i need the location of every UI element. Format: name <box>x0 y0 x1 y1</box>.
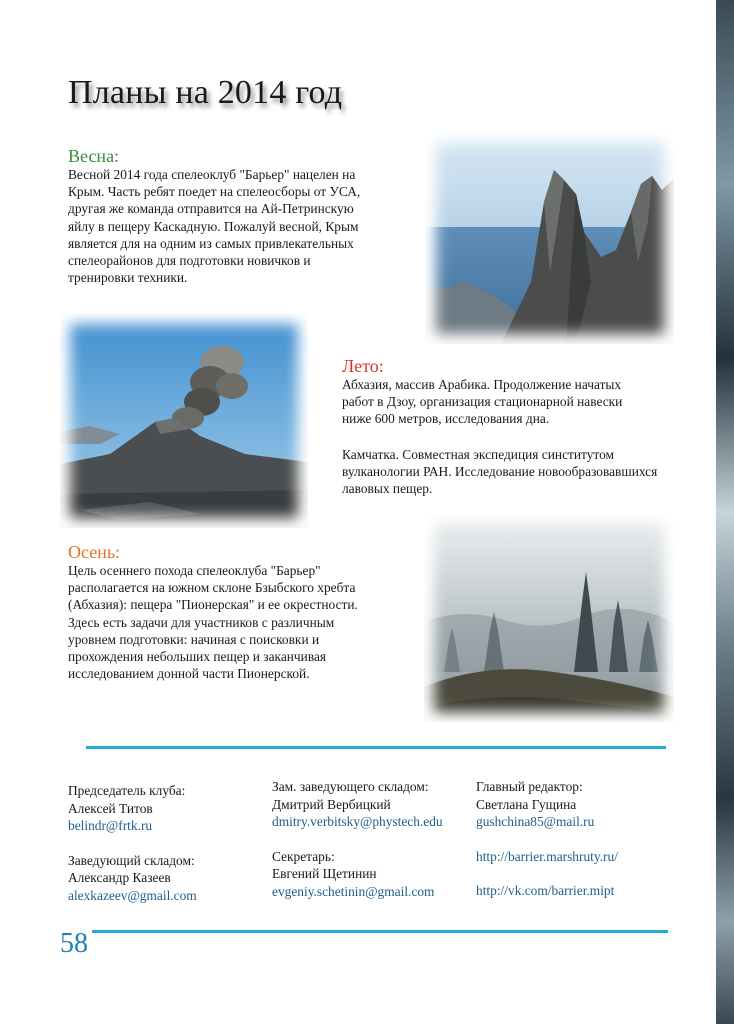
contact-email-link[interactable]: belindr@frtk.ru <box>68 818 153 833</box>
autumn-line: прохождения небольших пещер и заканчивая <box>68 649 327 665</box>
contact-email-link[interactable]: evgeniy.schetinin@gmail.com <box>272 883 435 899</box>
vk-link[interactable]: http://vk.com/barrier.mipt <box>476 883 615 898</box>
spring-text <box>68 166 392 286</box>
contacts-column-1 <box>68 782 197 904</box>
spring-line: является для на одним из самых привлекательных <box>68 235 354 251</box>
contact-name: Дмитрий Вербицкий <box>272 796 391 812</box>
contact-email-link[interactable]: dmitry.verbitsky@phystech.edu <box>272 814 443 829</box>
spring-line: тренировки техники. <box>68 270 188 286</box>
summer-text-kamchatka <box>342 446 666 498</box>
contact-email-link[interactable]: alexkazeev@gmail.com <box>68 887 197 903</box>
contact-name: Алексей Титов <box>68 800 153 816</box>
summer-text-abkhazia <box>342 376 666 428</box>
summer-line: ниже 600 метров, исследования дна. <box>342 411 550 427</box>
bottom-divider <box>92 930 668 933</box>
contact-role: Председатель клуба: <box>68 783 186 798</box>
contact-name: Евгений Щетинин <box>272 866 377 881</box>
autumn-text <box>68 562 392 682</box>
adjacent-page-edge <box>716 0 734 1024</box>
contacts-column-2 <box>272 778 443 900</box>
summer-line: вулканологии РАН. Исследование новообразовавшихся <box>342 464 658 480</box>
summer-heading: Лето: <box>342 356 384 376</box>
kamchatka-volcano-photo <box>60 314 308 528</box>
page-title: Планы на 2014 год <box>68 74 343 111</box>
top-divider <box>86 746 666 749</box>
autumn-line: исследованием донной части Пионерской. <box>68 666 310 682</box>
crimea-rock-photo <box>426 132 674 344</box>
contact-role: Заведующий складом: <box>68 852 195 868</box>
website-link[interactable]: http://barrier.marshruty.ru/ <box>476 848 618 864</box>
autumn-heading: Осень: <box>68 542 121 562</box>
summer-line: лавовых пещер. <box>342 481 433 497</box>
autumn-line: Цель осеннего похода спелеоклуба "Барьер" <box>68 563 321 578</box>
spring-heading: Весна: <box>68 146 120 166</box>
summer-line: работ в Дзоу, организация стационарной навески <box>342 394 623 410</box>
autumn-line: (Абхазия): пещера "Пионерская" и ее окрестности. <box>68 597 358 613</box>
spring-line: Весной 2014 года спелеоклуб "Барьер" нацелен на <box>68 167 356 182</box>
autumn-line: располагается на южном склоне Бзыбского хребта <box>68 580 356 596</box>
autumn-line: Здесь есть задачи для участников с различным <box>68 614 335 630</box>
spring-line: спелеорайонов для подготовки новичков и <box>68 253 311 269</box>
foggy-forest-photo <box>424 512 674 722</box>
spring-line: яйлу в пещеру Каскадную. Пожалуй весной, Крым <box>68 218 359 234</box>
autumn-line: уровнем подготовки: начиная с поисковки и <box>68 631 320 647</box>
contact-email-link[interactable]: gushchina85@mail.ru <box>476 814 595 829</box>
spring-line: Крым. Часть ребят поедет на спелеосборы от УСА, <box>68 184 361 200</box>
contact-name: Александр Казеев <box>68 870 171 885</box>
page-number: 58 <box>60 928 88 959</box>
spring-line: другая же команда отправится на Ай-Петринскую <box>68 201 354 217</box>
contact-role: Зам. заведующего складом: <box>272 779 429 794</box>
contacts-column-3 <box>476 778 618 900</box>
contact-role: Главный редактор: <box>476 779 583 794</box>
summer-line: Камчатка. Совместная экспедиция синститутом <box>342 447 614 462</box>
contact-role: Секретарь: <box>272 848 335 864</box>
contact-name: Светлана Гущина <box>476 796 577 812</box>
summer-line: Абхазия, массив Арабика. Продолжение начатых <box>342 377 622 392</box>
